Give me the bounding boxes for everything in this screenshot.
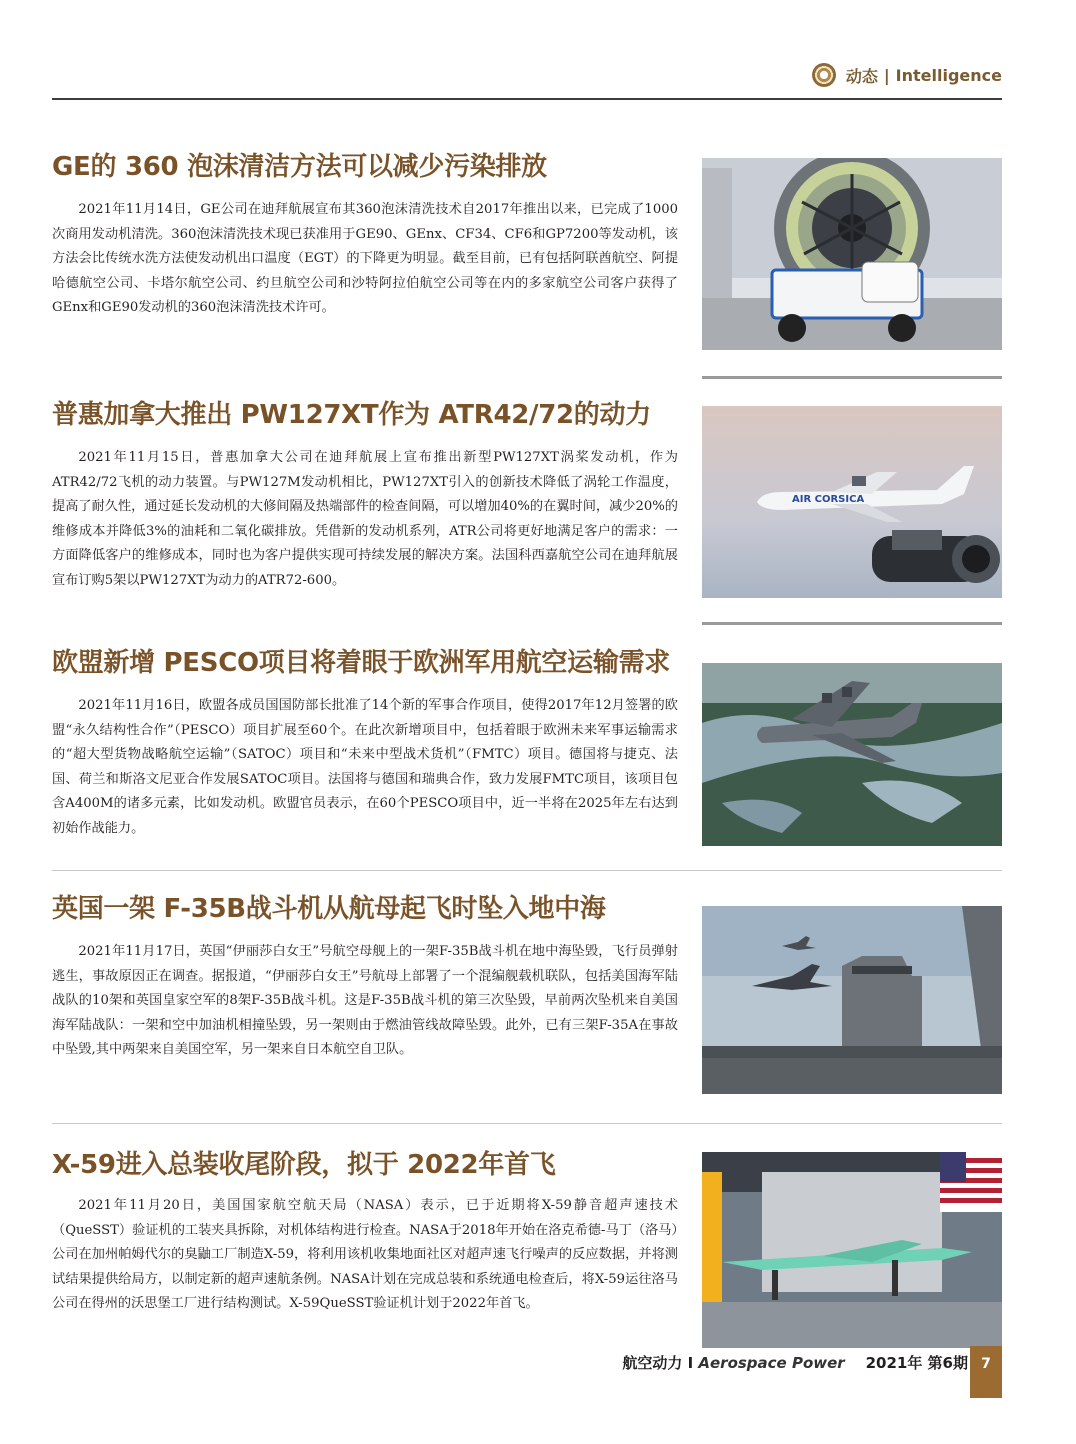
atr-aircraft-and-engine-photo (702, 406, 1002, 598)
divider-4 (52, 1123, 1002, 1124)
engine-cleaning-cart-photo (702, 158, 1002, 350)
section-separator: | (883, 65, 890, 85)
journal-separator: I (687, 1354, 694, 1372)
journal-name-cn: 航空动力 (622, 1354, 683, 1372)
page-header (52, 56, 1002, 100)
f35b-carrier-photo (702, 906, 1002, 1094)
journal-logo-icon (812, 63, 836, 87)
article-5 (52, 1148, 1002, 1348)
section-cn: 动态 (845, 66, 878, 86)
journal-info (622, 1352, 968, 1373)
issue-label: 2021年 第6期 (865, 1354, 968, 1372)
article-body: 2021年11月17日，英国“伊丽莎白女王”号航空母舰上的一架F-35B战斗机在地中海坠毁，飞行员弹射逃生，事故原因正在调查。据报道，“伊丽莎白女王”号航母上部署了一个混编舰载机联队，包括美国海军陆战队的10架和英国皇家空军的8架F-35B战斗机。这是F-35B战斗机的第三次坠毁，早前两次坠机来自美国海军陆战队：一架和空中加油机相撞坠毁，另一架则由于燃油管线故障坠毁。此外，已有三架F-35A在事故中坠毁,其中两架来自美国空军，另一架来自日本航空自卫队。 (52, 944, 678, 1058)
section-en: Intelligence (895, 65, 1002, 85)
article-2 (52, 398, 1002, 602)
article-title: 英国一架 F-35B战斗机从航母起飞时坠入地中海 (52, 894, 606, 924)
divider-2 (702, 622, 1002, 625)
military-transport-aircraft-photo (702, 663, 1002, 846)
article-4 (52, 892, 1002, 1098)
divider-1 (702, 376, 1002, 379)
article-body: 2021年11月20日，美国国家航空航天局（NASA）表示，已于近期将X-59静音超声速技术（QueSST）验证机的工装夹具拆除，对机体结构进行检查。NASA于2018年开始在洛克希德-马丁（洛马）公司在加州帕姆代尔的臭鼬工厂制造X-59，将利用该机收集地面社区对超声速飞行噪声的反应数据，并将测试结果提供给局方，以制定新的超声速航条例。NASA计划在完成总装和系统通电检查后，将X-59运往洛马公司在得州的沃思堡工厂进行结构测试。X-59QueSST验证机计划于2022年首飞。 (52, 1198, 678, 1312)
x59-hangar-photo (702, 1152, 1002, 1348)
article-title: GE的 360 泡沫清洁方法可以减少污染排放 (52, 152, 547, 182)
article-body: 2021年11月16日，欧盟各成员国国防部长批准了14个新的军事合作项目，使得2017年12月签署的欧盟“永久结构性合作”（PESCO）项目扩展至60个。在此次新增项目中，包括着眼于欧洲未来军事运输需求的“超大型货物战略航空运输”（SATOC）项目和“未来中型战术货机”（FMTC）项目。德国将与捷克、法国、荷兰和斯洛文尼亚合作发展SATOC项目。法国将与德国和瑞典合作，致力发展FMTC项目，该项目包含A400M的诸多元素，比如发动机。欧盟官员表示，在60个PESCO项目中，近一半将在2025年左右达到初始作战能力。 (52, 698, 678, 836)
page-footer (0, 1346, 1076, 1406)
article-title: 欧盟新增 PESCO项目将着眼于欧洲军用航空运输需求 (52, 648, 670, 678)
article-body: 2021年11月15日，普惠加拿大公司在迪拜航展上宣布推出新型PW127XT涡桨发动机，作为ATR42/72飞机的动力装置。与PW127M发动机相比，PW127XT引入的创新技术降低了涡轮工作温度，提高了耐久性，通过延长发动机的大修间隔及热端部件的检查间隔，可以增加40%的在翼时间，减少20%的维修成本并降低3%的油耗和二氧化碳排放。凭借新的发动机系列，ATR公司将更好地满足客户的需求：一方面降低客户的维修成本，同时也为客户提供实现可持续发展的解决方案。法国科西嘉航空公司在迪拜航展宣布订购5架以PW127XT为动力的ATR72-600。 (52, 450, 678, 588)
page-number: 7 (970, 1346, 1002, 1398)
article-3 (52, 646, 1002, 852)
divider-3 (52, 870, 1002, 871)
journal-name-en: Aerospace Power (698, 1354, 845, 1372)
airline-livery-text: AIR CORSICA (792, 494, 865, 505)
article-1 (52, 150, 1002, 354)
section-label (812, 62, 1002, 88)
article-title: 普惠加拿大推出 PW127XT作为 ATR42/72的动力 (52, 400, 651, 430)
article-body: 2021年11月14日，GE公司在迪拜航展宣布其360泡沫清洗技术自2017年推出以来，已完成了1000次商用发动机清洗。360泡沫清洗技术现已获准用于GE90、GEnx、CF34、CF6和GP7200等发动机，该方法会比传统水洗方法使发动机出口温度（EGT）的下降更为明显。截至目前，已有包括阿联酋航空、阿提哈德航空公司、卡塔尔航空公司、约旦航空公司和沙特阿拉伯航空公司等在内的多家航空公司客户获得了GEnx和GE90发动机的360泡沫清洗技术许可。 (52, 202, 678, 316)
article-title: X-59进入总装收尾阶段，拟于 2022年首飞 (52, 1150, 556, 1180)
